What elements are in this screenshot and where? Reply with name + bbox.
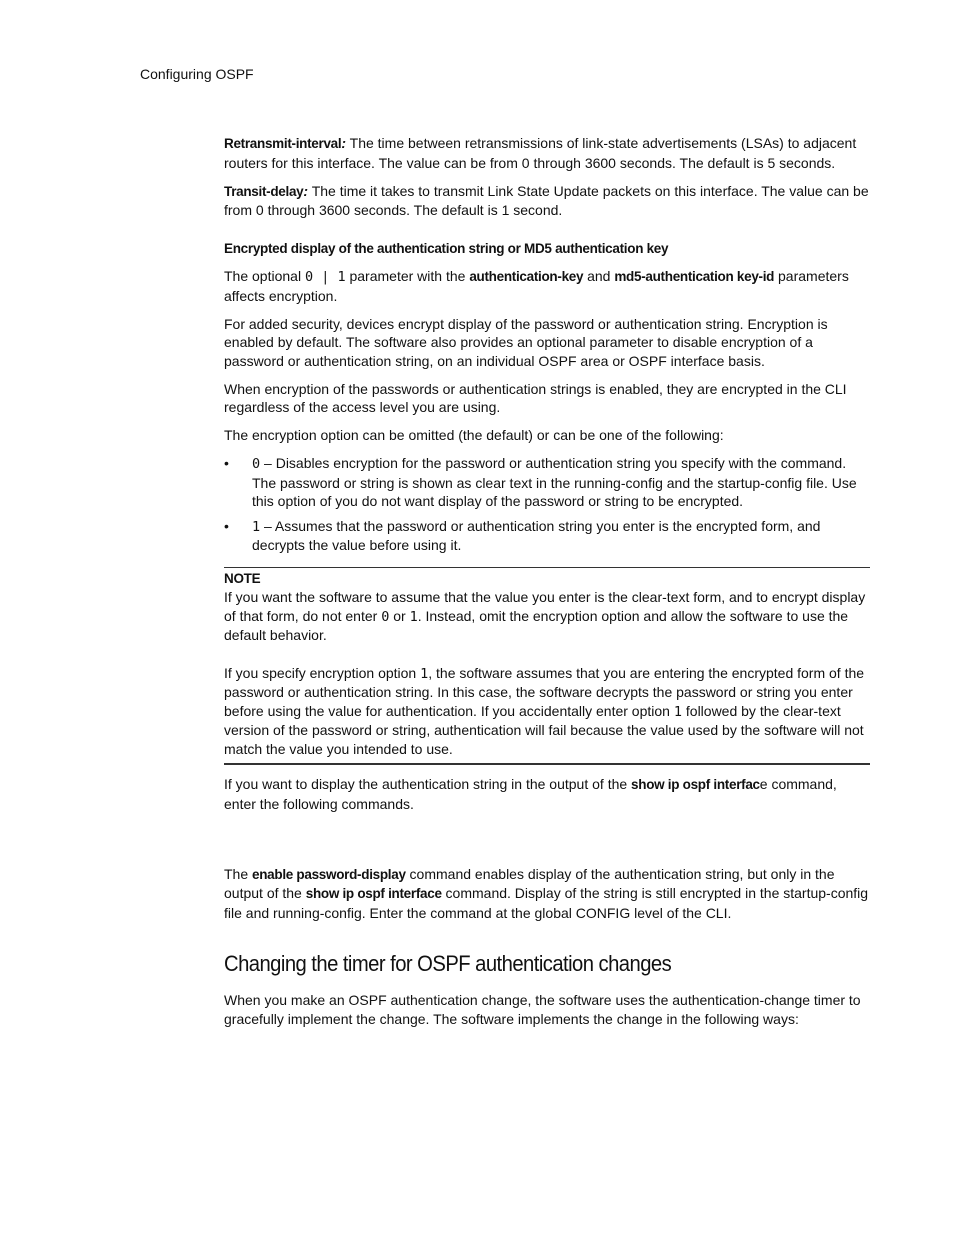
option-description: – Assumes that the password or authentication string you enter is the encrypted form, and decrypts the value before using it.	[252, 517, 821, 553]
bullet-icon: •	[224, 455, 229, 471]
cli-encryption-paragraph: When encryption of the passwords or authentication strings is enabled, they are encrypted in the CLI regardless of the access level you are using.	[224, 380, 847, 415]
enable-text-1: The	[224, 865, 253, 882]
note-text: . Instead, omit the encryption option and allow the software to use the default behavior.	[224, 607, 849, 643]
encryption-option-paragraph: The encryption option can be omitted (the default) or can be one of the following:	[224, 427, 724, 443]
note-label: NOTE	[224, 570, 261, 586]
show-ip-ospf-interface-command: show ip ospf interface	[305, 886, 442, 901]
enable-text-2: command enables display of the authentication string, but only in the output of the	[224, 865, 835, 901]
retransmit-interval-text: The time between retransmissions of link-state advertisements (LSAs) to adjacent routers for this interface. The value can be from 0 through 3600 seconds. The default is 5 seconds.	[224, 135, 857, 171]
page-content	[224, 134, 870, 1038]
transit-delay-colon: :	[303, 182, 309, 199]
option-code: 1	[252, 518, 261, 535]
note-text: If you want the software to assume that the value you enter is the clear-text form, and to encrypt display of that form, do not enter	[224, 589, 866, 624]
retransmit-interval-colon: :	[341, 135, 347, 151]
enable-password-display-paragraph	[224, 865, 870, 923]
note-box	[224, 567, 870, 766]
bullet-icon: •	[224, 517, 229, 534]
option-code: 0	[252, 456, 261, 472]
note-text: , the software assumes that you are entering the encrypted form of the password or authentication string. In this case, the software decrypts the password or string you enter before using the value for authentication. If you accidentally enter option	[224, 664, 865, 719]
note-text: If you specify encryption option	[224, 664, 421, 681]
authentication-key-keyword: authentication-key	[469, 269, 584, 284]
optional-text-3: and	[583, 268, 615, 284]
optional-code: 0 | 1	[304, 269, 346, 285]
note-text: or	[389, 607, 410, 624]
list-item	[224, 517, 870, 555]
note-paragraph-1	[224, 588, 870, 645]
section-intro-paragraph: When you make an OSPF authentication change, the software uses the authentication-change timer to gracefully implement the change. The software implements the change in the following ways:	[224, 992, 861, 1027]
md5-authentication-keyword: md5-authentication key-id	[614, 269, 775, 284]
enable-password-display-command: enable password-display	[252, 866, 406, 882]
show-ip-ospf-interface-command: show ip ospf interfac	[631, 777, 760, 792]
transit-delay-term: Transit-delay	[224, 183, 304, 199]
optional-parameter-paragraph	[224, 267, 870, 305]
note-text: followed by the clear-text version of the password or string, authentication will fail because the value used by the software will not match the value you intended to use.	[224, 702, 864, 757]
display-text-1: If you want to display the authentication string in the output of the	[224, 776, 632, 792]
retransmit-interval-term: Retransmit-interval	[224, 136, 342, 151]
transit-delay-paragraph	[224, 182, 870, 220]
list-item	[224, 454, 870, 511]
security-paragraph: For added security, devices encrypt display of the password or authentication string. Encryption is enabled by default. The software also provides an optional parameter to disable encryption of a password or authentication string, on an individual OSPF area or OSPF interface basis.	[224, 315, 828, 369]
display-string-paragraph	[224, 775, 870, 813]
note-gap	[224, 645, 870, 664]
transit-delay-text: The time it takes to transmit Link State Update packets on this interface. The value can be from 0 through 3600 seconds. The default is 1 second.	[224, 182, 869, 218]
note-code: 1	[420, 665, 429, 682]
encrypted-display-heading: Encrypted display of the authentication string or MD5 authentication key	[224, 240, 669, 256]
note-code: 1	[673, 703, 682, 720]
running-head: Configuring OSPF	[140, 66, 254, 82]
display-text-2: e command, enter the following commands.	[224, 776, 837, 812]
optional-text-2: parameter with the	[345, 268, 470, 284]
enable-text-3: command. Display of the string is still encrypted in the startup-config file and running-config. Enter the command at the global CONFIG level of the CLI.	[224, 885, 869, 921]
option-description: – Disables encryption for the password or authentication string you specify with the command. The password or string is shown as clear text in the running-config and the startup-config file. Use this option of you do not want display of the password or string to be encrypted.	[252, 455, 857, 509]
note-paragraph-2	[224, 664, 870, 759]
optional-text-1: The optional	[224, 268, 305, 284]
note-code: 0	[381, 608, 390, 625]
section-title: Changing the timer for OSPF authentication changes	[224, 951, 672, 976]
note-code: 1	[409, 608, 418, 625]
command-example-space	[224, 823, 870, 865]
optional-text-4: parameters affects encryption.	[224, 268, 849, 304]
retransmit-interval-paragraph	[224, 134, 870, 172]
encryption-option-list	[224, 454, 870, 555]
